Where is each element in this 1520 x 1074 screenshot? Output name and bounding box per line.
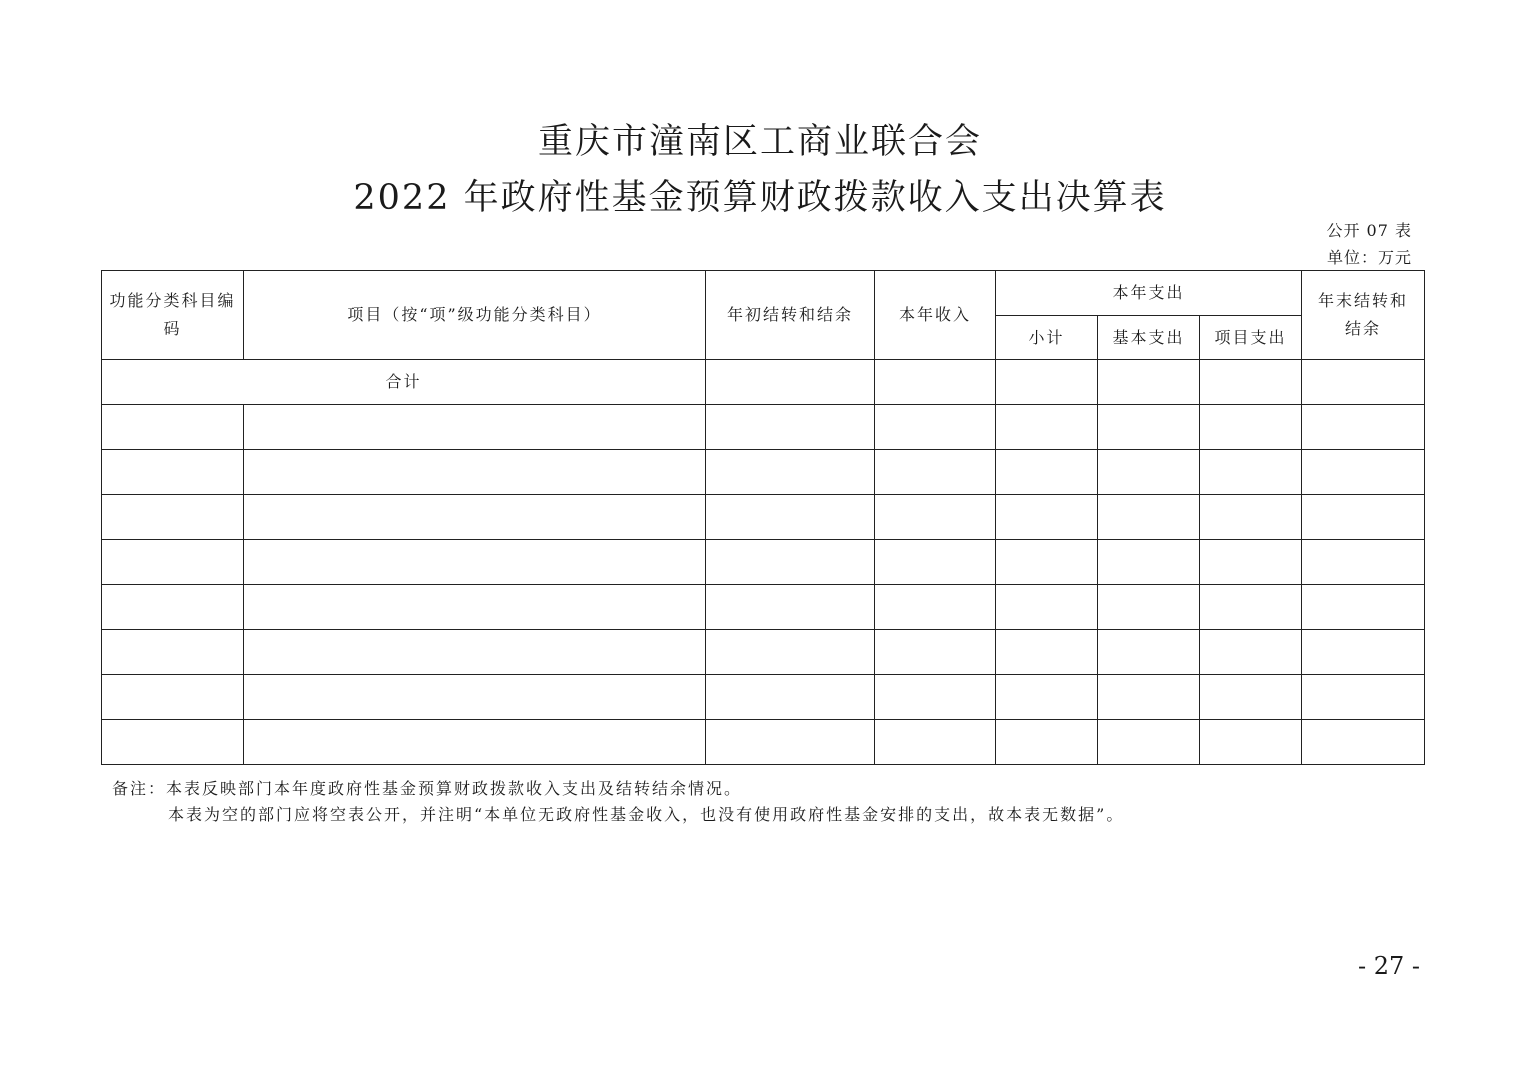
table-cell: [102, 450, 244, 495]
table-cell: [102, 540, 244, 585]
header-project-expense: 项目支出: [1200, 316, 1302, 360]
document-subtitle: 2022 年政府性基金预算财政拨款收入支出决算表: [353, 178, 1167, 218]
table-cell: [875, 495, 996, 540]
table-cell: [102, 405, 244, 450]
note-line-2: 本表为空的部门应将空表公开，并注明“本单位无政府性基金收入，也没有使用政府性基金安排的支出，故本表无数据”。: [168, 805, 1125, 824]
table-cell: [244, 675, 706, 720]
table-cell: [706, 405, 875, 450]
table-cell: [996, 720, 1098, 765]
table-cell: [706, 720, 875, 765]
table-cell: [1098, 675, 1200, 720]
header-expense: 本年支出: [996, 271, 1302, 316]
table-cell: [1200, 405, 1302, 450]
form-number: 公开 07 表: [1326, 221, 1412, 240]
total-cell: [706, 360, 875, 405]
table-cell: [244, 405, 706, 450]
table-cell: [1098, 450, 1200, 495]
table-cell: [1098, 405, 1200, 450]
table-cell: [875, 540, 996, 585]
header-subtotal: 小计: [996, 316, 1098, 360]
table-row: [102, 540, 1425, 585]
table-cell: [244, 720, 706, 765]
table-cell: [996, 675, 1098, 720]
table-cell: [706, 540, 875, 585]
table-cell: [1302, 720, 1425, 765]
table-cell: [706, 630, 875, 675]
table-cell: [875, 450, 996, 495]
table-cell: [1200, 495, 1302, 540]
table-cell: [102, 720, 244, 765]
table-cell: [1098, 540, 1200, 585]
table-cell: [102, 630, 244, 675]
table-cell: [706, 675, 875, 720]
table-cell: [1302, 630, 1425, 675]
header-basic-expense: 基本支出: [1098, 316, 1200, 360]
header-income: 本年收入: [875, 271, 996, 360]
total-cell: [996, 360, 1098, 405]
table-cell: [102, 675, 244, 720]
header-opening-balance: 年初结转和结余: [706, 271, 875, 360]
total-label: 合计: [102, 360, 706, 405]
table-cell: [875, 630, 996, 675]
table-cell: [875, 585, 996, 630]
table-cell: [244, 450, 706, 495]
table-cell: [1302, 405, 1425, 450]
notes: [112, 776, 1124, 828]
table-cell: [102, 585, 244, 630]
table-cell: [244, 495, 706, 540]
table-cell: [244, 540, 706, 585]
table-cell: [996, 585, 1098, 630]
table-cell: [1302, 450, 1425, 495]
table-cell: [1200, 675, 1302, 720]
table-cell: [1098, 495, 1200, 540]
table-row: [102, 630, 1425, 675]
table-cell: [1302, 585, 1425, 630]
table-cell: [1200, 585, 1302, 630]
table-cell: [1098, 630, 1200, 675]
table-row: [102, 450, 1425, 495]
table-cell: [1200, 720, 1302, 765]
table-cell: [1200, 540, 1302, 585]
unit-label: 单位：万元: [1326, 248, 1412, 267]
table-cell: [996, 630, 1098, 675]
total-cell: [875, 360, 996, 405]
table-cell: [996, 450, 1098, 495]
header-item: 项目（按“项”级功能分类科目）: [244, 271, 706, 360]
total-cell: [1302, 360, 1425, 405]
table-cell: [1302, 675, 1425, 720]
table-cell: [1200, 630, 1302, 675]
table-cell: [996, 405, 1098, 450]
table-cell: [706, 450, 875, 495]
total-row: [102, 360, 1425, 405]
table-cell: [996, 540, 1098, 585]
table-cell: [1098, 585, 1200, 630]
table-cell: [1200, 450, 1302, 495]
table-cell: [1302, 495, 1425, 540]
table-cell: [706, 495, 875, 540]
header-closing-balance: 年末结转和结余: [1302, 271, 1425, 360]
table-cell: [244, 585, 706, 630]
table-row: [102, 675, 1425, 720]
document-title: 重庆市潼南区工商业联合会: [537, 122, 982, 162]
table-row: [102, 495, 1425, 540]
table-cell: [875, 720, 996, 765]
budget-table: [101, 270, 1425, 765]
table-cell: [244, 630, 706, 675]
table-row: [102, 720, 1425, 765]
table-cell: [875, 405, 996, 450]
table-cell: [1098, 720, 1200, 765]
total-cell: [1200, 360, 1302, 405]
table-cell: [875, 675, 996, 720]
table-cell: [996, 495, 1098, 540]
note-line-1: 备注：本表反映部门本年度政府性基金预算财政拨款收入支出及结转结余情况。: [112, 779, 743, 798]
header-code: 功能分类科目编码: [102, 271, 244, 360]
page-number: - 27 -: [1357, 952, 1420, 980]
total-cell: [1098, 360, 1200, 405]
table-cell: [706, 585, 875, 630]
table-row: [102, 585, 1425, 630]
table-cell: [1302, 540, 1425, 585]
table-row: [102, 405, 1425, 450]
table-cell: [102, 495, 244, 540]
